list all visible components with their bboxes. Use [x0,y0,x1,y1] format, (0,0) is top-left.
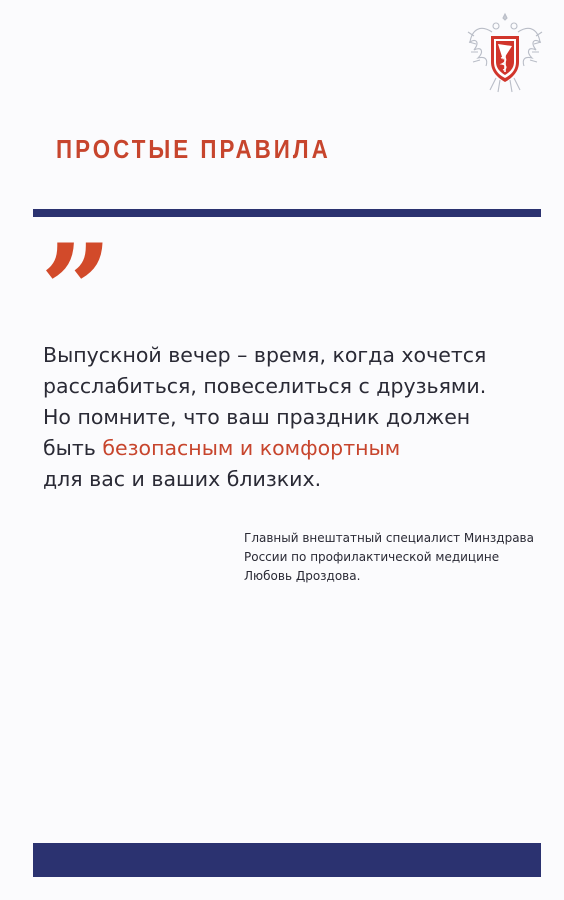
eagle-crest-icon [466,12,544,96]
quote-attribution [244,529,554,586]
quote-line: расслабиться, повеселиться с друзьями. [43,374,487,398]
attribution-line: Главный внештатный специалист Минздрава [244,531,534,545]
attribution-line: Любовь Дроздова. [244,569,361,583]
quote-line-prefix: быть [43,436,103,460]
quotation-mark-icon: ” [40,217,113,365]
quote-text [43,340,543,495]
quote-line: для вас и ваших близких. [43,467,322,491]
attribution-line: России по профилактической медицине [244,550,500,564]
bottom-bar [33,843,541,877]
quote-line: Но помните, что ваш праздник должен [43,405,471,429]
quote-highlight: безопасным и комфортным [102,436,401,460]
top-divider [33,209,541,217]
quote-line [43,433,543,464]
quote-line: Выпускной вечер – время, когда хочется [43,343,487,367]
page-heading: ПРОСТЫЕ ПРАВИЛА [56,134,331,164]
